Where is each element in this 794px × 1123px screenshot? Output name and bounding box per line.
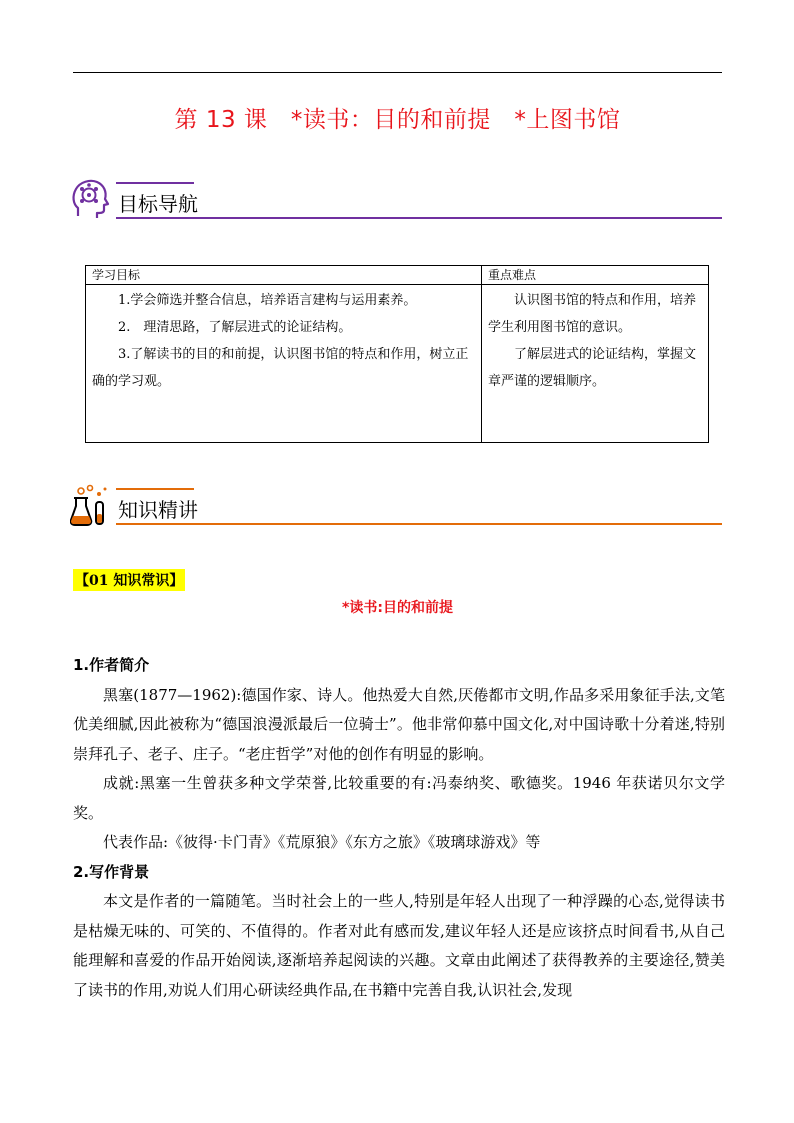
section-header-goals xyxy=(70,178,722,222)
objectives-cell xyxy=(86,285,482,443)
paragraph-achievement: 成就:黑塞一生曾获多种文学荣誉,比较重要的有:冯泰纳奖、歌德奖。1946 年获诺贝尔文学奖。 xyxy=(73,774,725,822)
objective-item: 2. 理清思路，了解层进式的论证结构。 xyxy=(118,320,352,335)
lesson-subtitle: *读书:目的和前提 xyxy=(342,600,453,616)
objective-item: 1.学会筛选并整合信息，培养语言建构与运用素养。 xyxy=(118,293,417,308)
section-header-knowledge xyxy=(70,484,722,528)
head-brain-icon xyxy=(70,178,110,220)
heading-author: 1.作者简介 xyxy=(73,656,150,674)
paragraph-author: 黑塞(1877—1962):德国作家、诗人。他热爱大自然,厌倦都市文明,作品多采用象征手法,文笔优美细腻,因此被称为“德国浪漫派最后一位骑士”。他非常仰慕中国文化,对中国诗歌十分着迷,特别崇拜孔子、老子、庄子。“老庄哲学”对他的创作有明显的影响。 xyxy=(73,685,725,763)
paragraph-background: 本文是作者的一篇随笔。当时社会上的一些人,特别是年轻人出现了一种浮躁的心态,觉得读书是枯燥无味的、可笑的、不值得的。作者对此有感而发,建议年轻人还是应该挤点时间看书,从自己能理解和喜爱的作品开始阅读,逐渐培养起阅读的兴趣。文章由此阐述了获得教养的主要途径,赞美了读书的作用,劝说人们用心研读经典作品,在书籍中完善自我,认识社会,发现 xyxy=(73,892,725,999)
heading-background: 2.写作背景 xyxy=(73,862,150,881)
knowledge-tag: 【01 知识常识】 xyxy=(73,569,185,591)
section-underline xyxy=(116,217,722,219)
table-header-objectives: 学习目标 xyxy=(86,266,482,285)
article-body xyxy=(73,651,725,1005)
section-title: 目标导航 xyxy=(118,192,198,216)
objective-item: 3.了解读书的目的和前提，认识图书馆的特点和作用，树立正确的学习观。 xyxy=(92,347,469,389)
header-rule xyxy=(73,72,722,73)
keypoint-item: 认识图书馆的特点和作用，培养学生利用图书馆的意识。 xyxy=(488,293,697,335)
section-underline xyxy=(116,523,722,525)
page-title: 第 13 课 *读书：目的和前提 *上图书馆 xyxy=(174,107,621,133)
table-header-keypoints: 重点难点 xyxy=(482,266,709,285)
paragraph-works: 代表作品:《彼得·卡门青》《荒原狼》《东方之旅》《玻璃球游戏》等 xyxy=(103,833,541,851)
section-accent-rule xyxy=(116,182,194,184)
section-title: 知识精讲 xyxy=(118,498,198,522)
section-accent-rule xyxy=(116,488,194,490)
goals-table xyxy=(85,265,709,443)
keypoint-item: 了解层进式的论证结构，掌握文章严谨的逻辑顺序。 xyxy=(488,347,697,389)
lab-flask-icon xyxy=(70,484,110,526)
keypoints-cell xyxy=(482,285,709,443)
